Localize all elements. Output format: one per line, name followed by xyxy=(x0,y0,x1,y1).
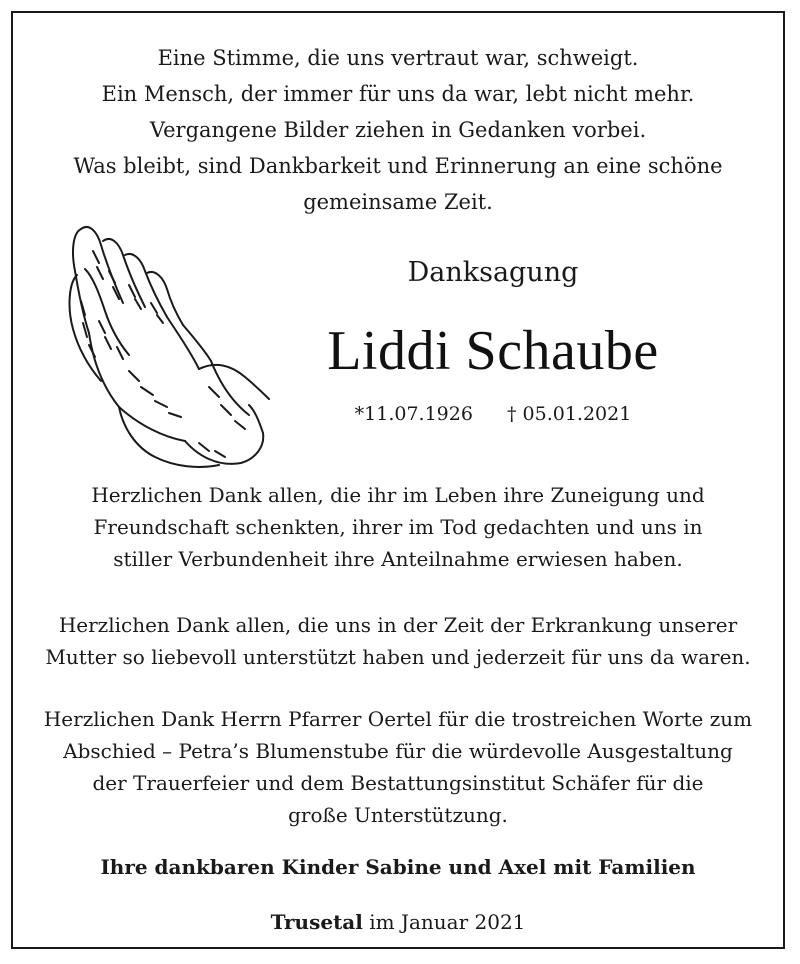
place-date xyxy=(13,910,783,934)
obituary-frame xyxy=(11,11,785,949)
deceased-name: Liddi Schaube xyxy=(327,320,659,382)
paragraph-line: große Unterstützung. xyxy=(288,803,508,827)
town: Trusetal xyxy=(270,910,363,934)
poem-line: gemeinsame Zeit. xyxy=(303,190,493,214)
heading: Danksagung xyxy=(407,257,579,288)
paragraph-line: der Trauerfeier und dem Bestattungsinstitut Schäfer für die xyxy=(92,771,704,795)
paragraph-line: Herzlichen Dank Herrn Pfarrer Oertel für die trostreichen Worte zum xyxy=(43,707,753,731)
poem-line: Ein Mensch, der immer für uns da war, lebt nicht mehr. xyxy=(101,82,695,106)
paragraph-line: Herzlichen Dank allen, die ihr im Leben ihre Zuneigung und xyxy=(91,483,705,507)
thanks-paragraph xyxy=(13,609,783,673)
death-date: † 05.01.2021 xyxy=(507,403,632,425)
poem-line: Vergangene Bilder ziehen in Gedanken vorbei. xyxy=(149,118,647,142)
date-text: im Januar 2021 xyxy=(369,910,526,934)
life-dates xyxy=(313,403,673,425)
paragraph-line: Freundschaft schenkten, ihrer im Tod gedachten und uns in xyxy=(93,515,703,539)
poem xyxy=(13,40,783,220)
birth-date: *11.07.1926 xyxy=(354,403,473,425)
poem-line: Was bleibt, sind Dankbarkeit und Erinnerung an eine schöne xyxy=(73,154,723,178)
thanks-paragraph xyxy=(13,703,783,831)
poem-line: Eine Stimme, die uns vertraut war, schweigt. xyxy=(157,46,639,70)
paragraph-line: Abschied – Petra’s Blumenstube für die würdevolle Ausgestaltung xyxy=(63,739,733,763)
paragraph-line: Herzlichen Dank allen, die uns in der Zeit der Erkrankung unserer xyxy=(58,613,738,637)
praying-hands-icon xyxy=(59,211,273,473)
signature: Ihre dankbaren Kinder Sabine und Axel mit Familien xyxy=(100,855,696,879)
paragraph-line: Mutter so liebevoll unterstützt haben und jederzeit für uns da waren. xyxy=(45,645,751,669)
paragraph-line: stiller Verbundenheit ihre Anteilnahme erwiesen haben. xyxy=(113,547,683,571)
thanks-paragraph xyxy=(13,479,783,575)
